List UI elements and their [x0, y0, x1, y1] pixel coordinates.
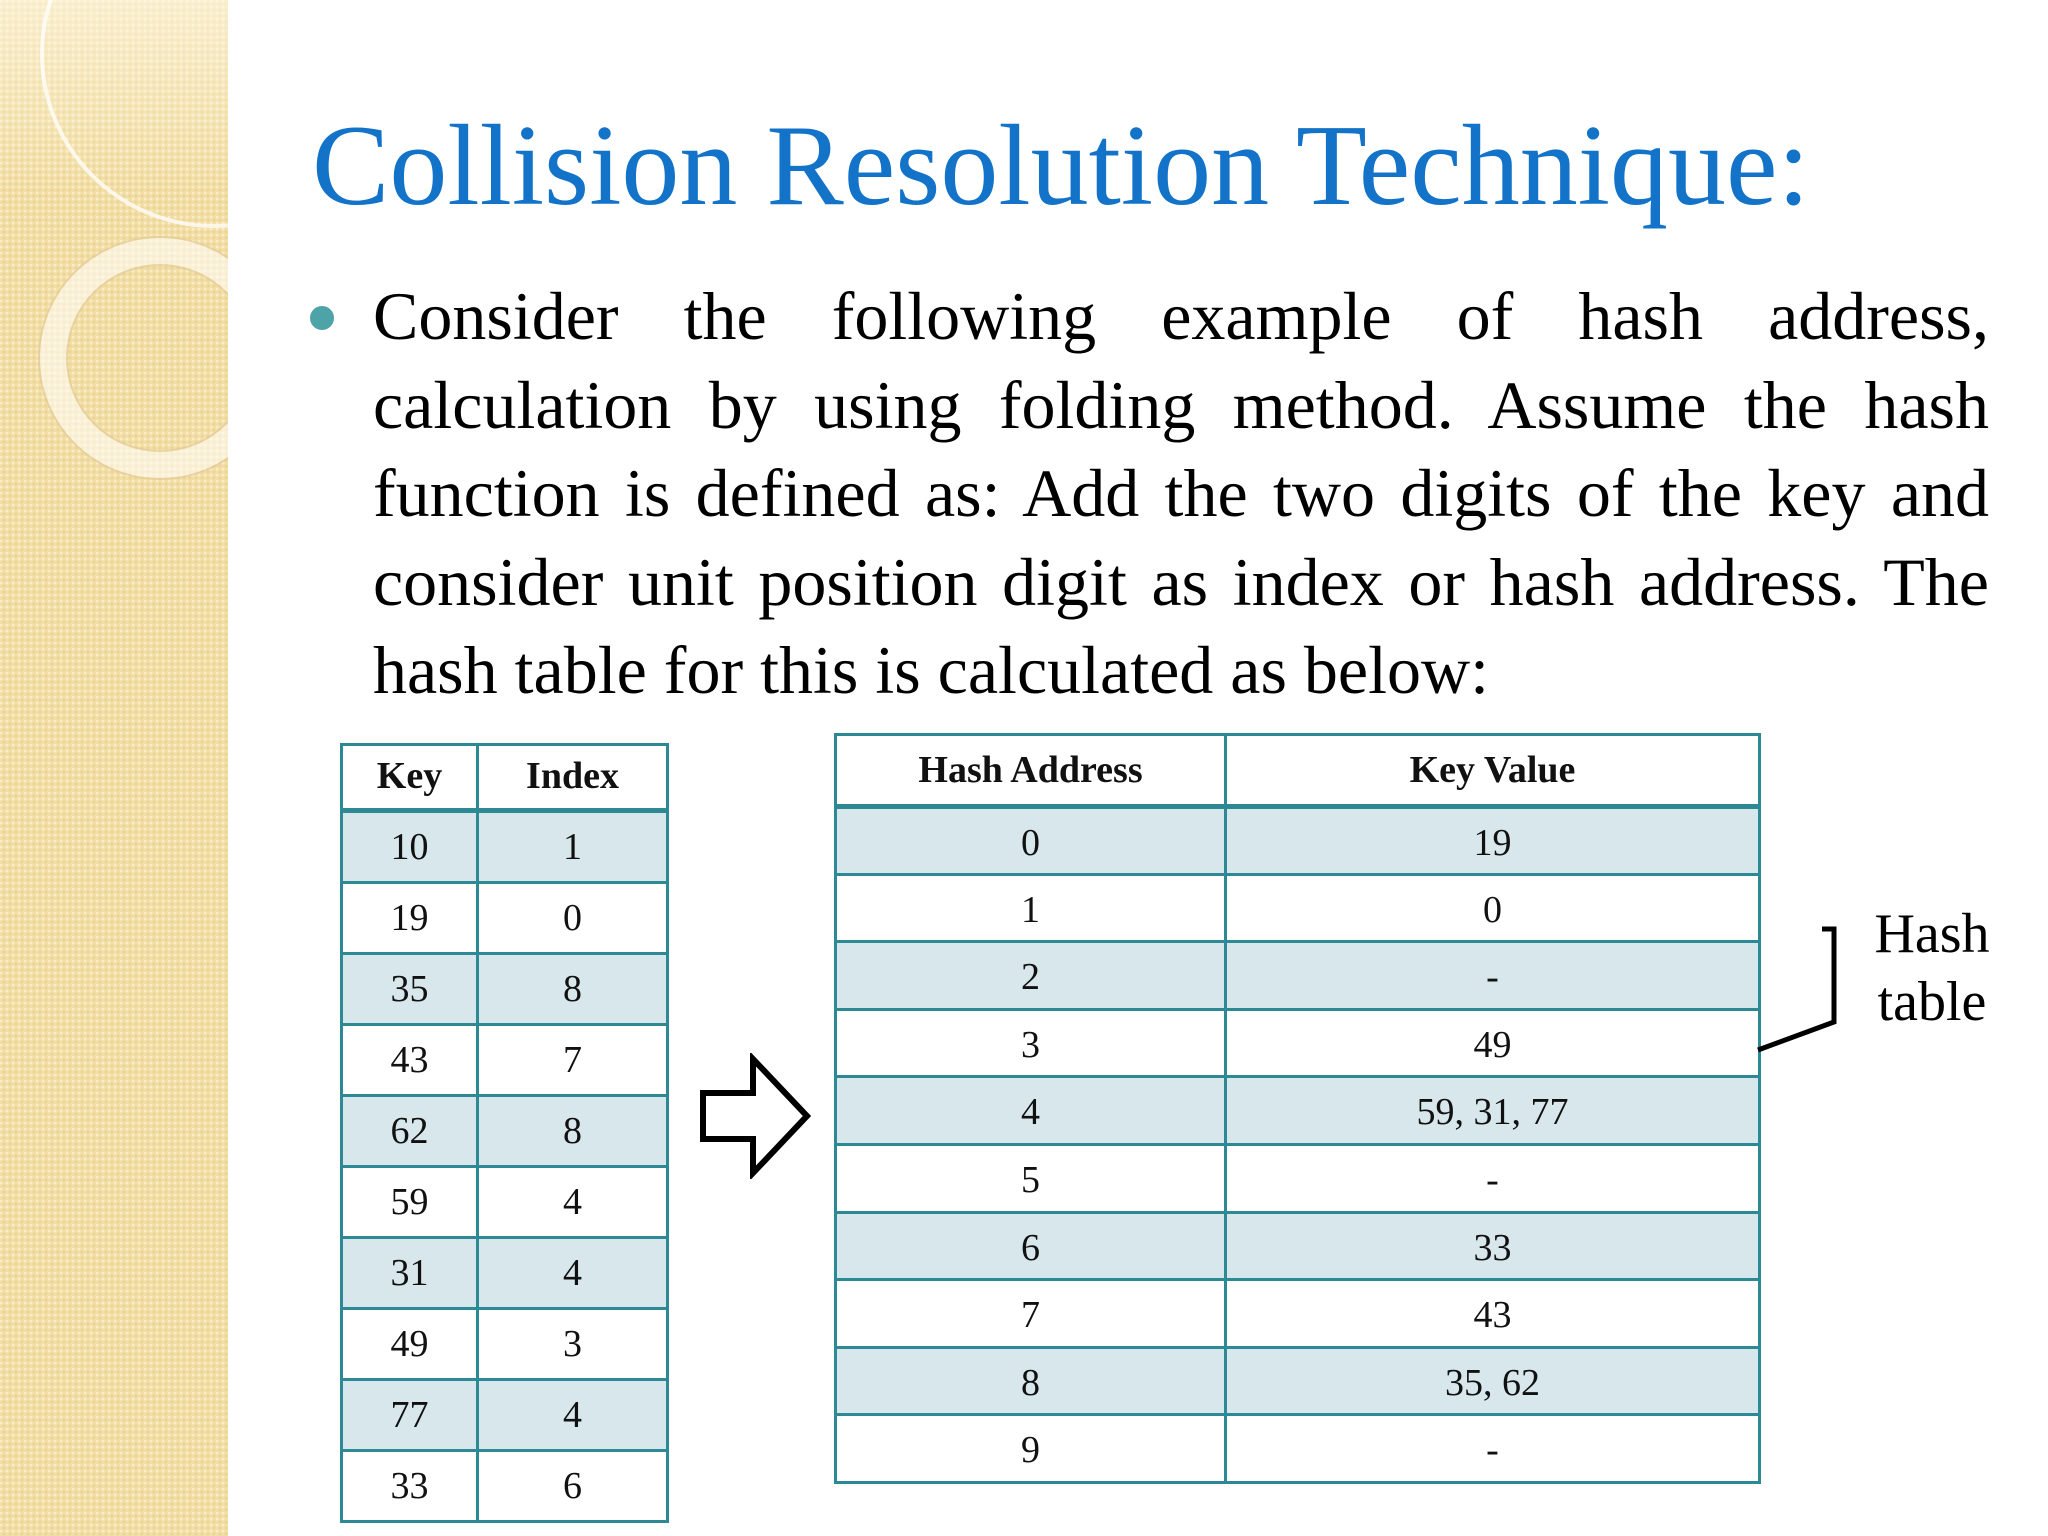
table-row	[342, 883, 668, 954]
header-hash-address: Hash Address	[836, 735, 1226, 807]
decorative-ring-small	[40, 238, 228, 478]
key-cell: 10	[342, 811, 478, 883]
table-row	[342, 1380, 668, 1451]
key-value-cell: 35, 62	[1226, 1347, 1760, 1415]
key-cell: 49	[342, 1309, 478, 1380]
decorative-sidebar	[0, 0, 228, 1536]
hash-address-cell: 2	[836, 942, 1226, 1010]
hash-table-label-line2: table	[1877, 971, 1987, 1033]
key-cell: 59	[342, 1167, 478, 1238]
table-row	[836, 942, 1760, 1010]
hash-address-cell: 8	[836, 1347, 1226, 1415]
index-cell: 6	[478, 1451, 668, 1522]
index-cell: 4	[478, 1167, 668, 1238]
decorative-ring-large	[40, 0, 228, 228]
key-cell: 77	[342, 1380, 478, 1451]
table-row	[836, 1212, 1760, 1280]
header-key-value: Key Value	[1226, 735, 1760, 807]
key-cell: 19	[342, 883, 478, 954]
hash-address-cell: 5	[836, 1144, 1226, 1212]
hash-address-cell: 3	[836, 1009, 1226, 1077]
key-value-cell: 49	[1226, 1009, 1760, 1077]
table-row	[342, 1451, 668, 1522]
table-row	[342, 954, 668, 1025]
table-row	[836, 807, 1760, 875]
key-index-table	[340, 743, 669, 1523]
key-cell: 62	[342, 1096, 478, 1167]
key-value-cell: -	[1226, 942, 1760, 1010]
key-cell: 43	[342, 1025, 478, 1096]
index-cell: 4	[478, 1380, 668, 1451]
key-value-cell: 33	[1226, 1212, 1760, 1280]
hash-address-cell: 6	[836, 1212, 1226, 1280]
hash-table-label	[1862, 900, 2002, 1036]
hash-address-cell: 1	[836, 874, 1226, 942]
key-value-cell: 19	[1226, 807, 1760, 875]
table-row	[342, 1096, 668, 1167]
table-header-row	[342, 745, 668, 811]
table-row	[836, 1144, 1760, 1212]
hash-table	[834, 733, 1761, 1484]
table-row	[836, 1077, 1760, 1145]
table-row	[342, 1167, 668, 1238]
table-row	[836, 1280, 1760, 1348]
index-cell: 8	[478, 1096, 668, 1167]
hash-address-cell: 4	[836, 1077, 1226, 1145]
key-value-cell: -	[1226, 1144, 1760, 1212]
key-cell: 35	[342, 954, 478, 1025]
key-value-cell: 0	[1226, 874, 1760, 942]
hash-address-cell: 7	[836, 1280, 1226, 1348]
header-index: Index	[478, 745, 668, 811]
key-cell: 33	[342, 1451, 478, 1522]
slide-title: Collision Resolution Technique:	[312, 102, 1810, 230]
table-row	[836, 1415, 1760, 1483]
index-cell: 4	[478, 1238, 668, 1309]
index-cell: 8	[478, 954, 668, 1025]
bullet-icon	[310, 306, 334, 330]
key-value-cell: 59, 31, 77	[1226, 1077, 1760, 1145]
hash-address-cell: 9	[836, 1415, 1226, 1483]
table-header-row	[836, 735, 1760, 807]
header-key: Key	[342, 745, 478, 811]
hash-address-cell: 0	[836, 807, 1226, 875]
index-cell: 0	[478, 883, 668, 954]
bullet-text: Consider the following example of hash address, calculation by using folding method. Assume the hash function is defined as: Add the two digits of the key and consider unit position digit as index or hash address. The hash table for this is calculated as below:	[373, 278, 1989, 708]
callout-bracket	[1752, 920, 1852, 1060]
table-row	[342, 1025, 668, 1096]
key-cell: 31	[342, 1238, 478, 1309]
right-arrow-icon	[695, 1053, 815, 1179]
index-cell: 3	[478, 1309, 668, 1380]
index-cell: 7	[478, 1025, 668, 1096]
table-row	[342, 1238, 668, 1309]
table-row	[836, 1009, 1760, 1077]
table-row	[342, 1309, 668, 1380]
key-value-cell: -	[1226, 1415, 1760, 1483]
hash-table-label-line1: Hash	[1874, 903, 1990, 965]
index-cell: 1	[478, 811, 668, 883]
table-row	[836, 1347, 1760, 1415]
table-row	[836, 874, 1760, 942]
key-value-cell: 43	[1226, 1280, 1760, 1348]
table-row	[342, 811, 668, 883]
